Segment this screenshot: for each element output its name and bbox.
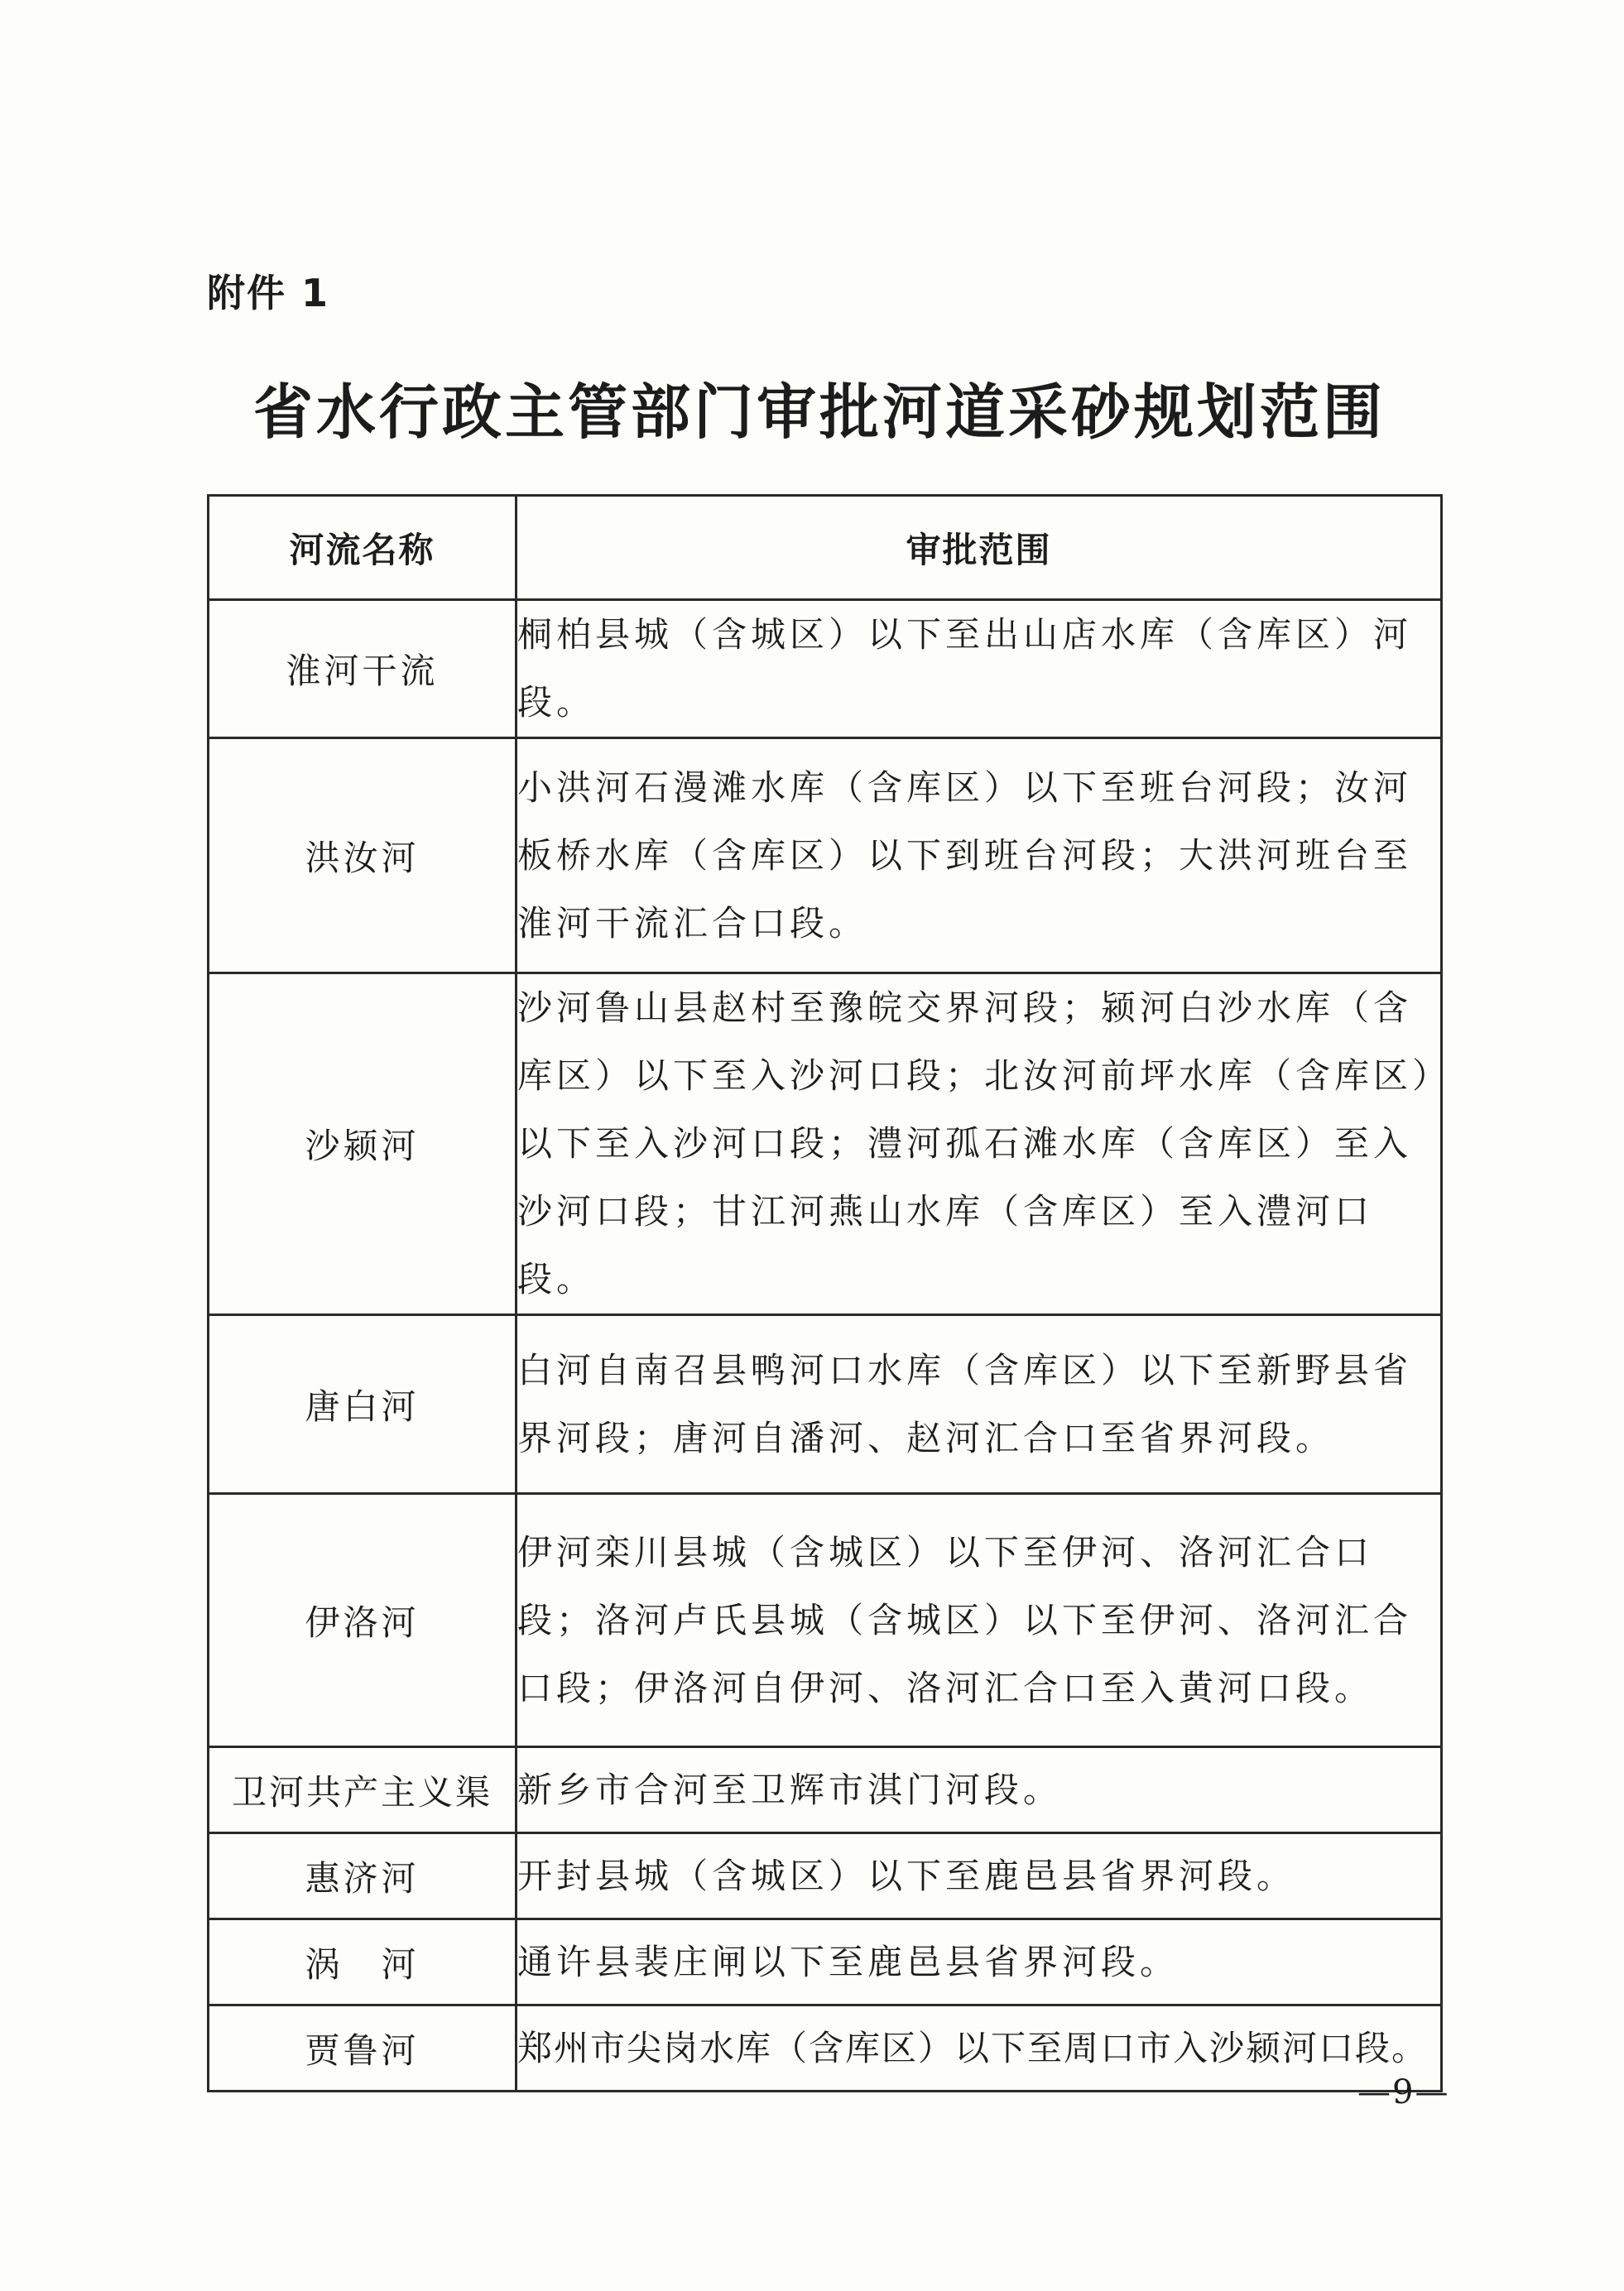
approval-scope: 白河自南召县鸭河口水库（含库区）以下至新野县省界河段；唐河自潘河、赵河汇合口至省界河段。: [517, 1315, 1442, 1494]
table-row: [209, 1494, 1442, 1747]
page-title: 省水行政主管部门审批河道采砂规划范围: [252, 377, 1386, 447]
table-row: [209, 973, 1442, 1315]
table-row: [209, 2005, 1442, 2092]
approval-scope: 小洪河石漫滩水库（含库区）以下至班台河段；汝河板桥水库（含库区）以下到班台河段；大洪河班台至淮河干流汇合口段。: [517, 738, 1442, 973]
river-name: 涡 河: [209, 1919, 517, 2005]
river-name: 洪汝河: [209, 738, 517, 973]
page-number: —9—: [1357, 2073, 1450, 2111]
column-header-river: 河流名称: [209, 496, 517, 600]
river-name: 唐白河: [209, 1315, 517, 1494]
approval-scope: 郑州市尖岗水库（含库区）以下至周口市入沙颍河口段。: [517, 2005, 1442, 2092]
table-row: [209, 1919, 1442, 2005]
river-name: 惠济河: [209, 1833, 517, 1919]
river-name: 沙颍河: [209, 973, 517, 1315]
attachment-label: 附件 1: [207, 271, 330, 315]
river-name: 卫河共产主义渠: [209, 1747, 517, 1833]
table-row: [209, 1747, 1442, 1833]
scope-table: [207, 494, 1443, 2092]
table-row: [209, 1315, 1442, 1494]
table-header-row: [209, 496, 1442, 600]
table-row: [209, 600, 1442, 738]
column-header-scope: 审批范围: [517, 496, 1442, 600]
table-row: [209, 738, 1442, 973]
approval-scope: 沙河鲁山县赵村至豫皖交界河段；颍河白沙水库（含库区）以下至入沙河口段；北汝河前坪水库（含库区）以下至入沙河口段；澧河孤石滩水库（含库区）至入沙河口段；甘江河燕山水库（含库区）至入澧河口段。: [517, 973, 1442, 1315]
approval-scope: 伊河栾川县城（含城区）以下至伊河、洛河汇合口段；洛河卢氏县城（含城区）以下至伊河、洛河汇合口段；伊洛河自伊河、洛河汇合口至入黄河口段。: [517, 1494, 1442, 1747]
river-name: 伊洛河: [209, 1494, 517, 1747]
approval-scope: 桐柏县城（含城区）以下至出山店水库（含库区）河段。: [517, 600, 1442, 738]
river-name: 贾鲁河: [209, 2005, 517, 2092]
approval-scope: 通许县裴庄闸以下至鹿邑县省界河段。: [517, 1919, 1442, 2005]
approval-scope: 开封县城（含城区）以下至鹿邑县省界河段。: [517, 1833, 1442, 1919]
river-name: 淮河干流: [209, 600, 517, 738]
table-row: [209, 1833, 1442, 1919]
approval-scope: 新乡市合河至卫辉市淇门河段。: [517, 1747, 1442, 1833]
